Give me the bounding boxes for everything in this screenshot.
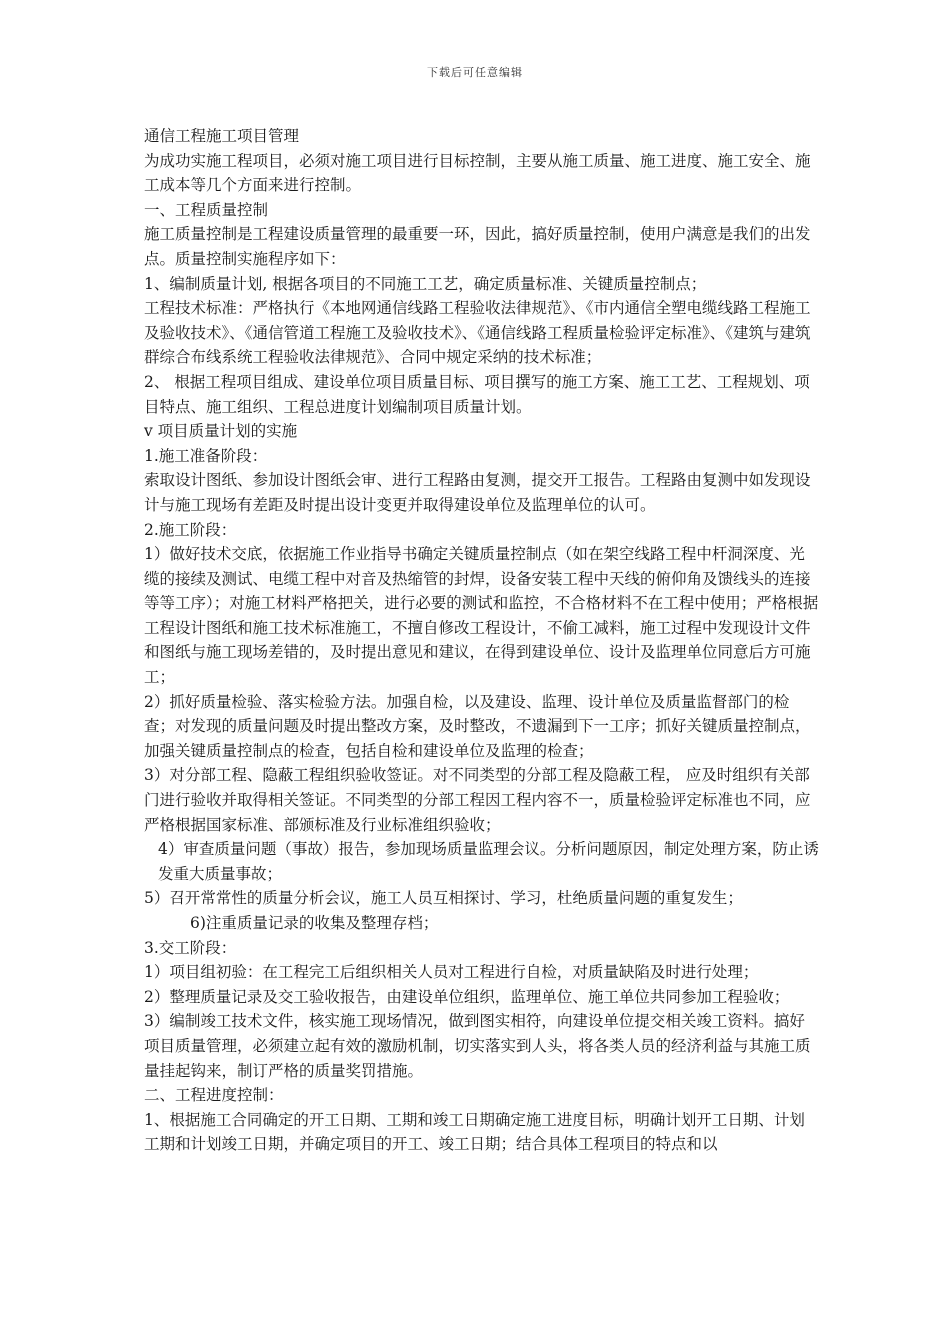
subheading-handover-stage: 3.交工阶段： — [144, 938, 237, 957]
document-title: 通信工程施工项目管理 — [144, 127, 300, 145]
paragraph-construction-4: 4）审查质量问题（事故）报告，参加现场质量监理会议。分析问题原因，制定处理方案，防止诱发重大质量事故； — [158, 840, 819, 883]
paragraph-handover-1: 1）项目组初验：在工程完工后组织相关人员对工程进行自检，对质量缺陷及时进行处理； — [144, 963, 759, 982]
paragraph-construction-1: 1）做好技术交底，依据施工作业指导书确定关键质量控制点（如在架空线路工程中杆洞深度、光缆的接续及测试、电缆工程中对音及热缩管的封焊，设备安装工程中天线的俯仰角及馈线头的连接等等工序）；对施工材料严格把关，进行必要的测试和监控，不合格材料不在工程中使用；严格根据工程设计图纸和施工技术标准施工，不擅自修改工程设计，不偷工减料，施工过程中发现设计文件和图纸与施工现场差错的，及时提出意见和建议，在得到建设单位、设计及监理单位同意后方可施工； — [144, 545, 819, 687]
paragraph-technical-standards: 工程技术标准：严格执行《本地网通信线路工程验收法律规范》、《市内通信全塑电缆线路工程施工及验收技术》、《通信管道工程施工及验收技术》、《通信线路工程质量检验评定标准》、《建筑与建筑群综合布线系统工程验收法律规范》、合同中规定采纳的技术标准； — [144, 299, 811, 367]
subheading-construction-stage: 2.施工阶段： — [144, 520, 237, 539]
paragraph-quality-plan-2: 2、 根据工程项目组成、建设单位项目质量目标、项目撰写的施工方案、施工工艺、工程规划、项目特点、施工组织、工程总进度计划编制项目质量计划。 — [144, 372, 810, 416]
section-heading-schedule: 二、工程进度控制： — [144, 1086, 284, 1105]
paragraph-handover-2: 2）整理质量记录及交工验收报告，由建设单位组织，监理单位、施工单位共同参加工程验收； — [144, 987, 790, 1006]
paragraph-construction-3: 3）对分部工程、隐蔽工程组织验收签证。对不同类型的分部工程及隐蔽工程， 应及时组织有关部门进行验收并取得相关签证。不同类型的分部工程因工程内容不一，质量检验评定标准也不同，应严格根据国家标准、部颁标准及行业标准组织验收； — [144, 766, 811, 834]
paragraph-schedule-1: 1、根据施工合同确定的开工日期、工期和竣工日期确定施工进度目标，明确计划开工日期、计划工期和计划竣工日期，并确定项目的开工、竣工日期；结合具体工程项目的特点和以 — [144, 1110, 805, 1154]
subheading-preparation-stage: 1.施工准备阶段： — [144, 446, 268, 465]
document-body — [144, 124, 820, 1157]
page-header: 下载后可任意编辑 — [427, 66, 523, 79]
paragraph-quality-intro: 施工质量控制是工程建设质量管理的最重要一环，因此，搞好质量控制，使用户满意是我们的出发点。质量控制实施程序如下： — [144, 225, 811, 268]
paragraph-construction-6: 6)注重质量记录的收集及整理存档； — [190, 914, 439, 932]
section-heading-quality: 一、工程质量控制 — [144, 200, 269, 219]
paragraph-intro: 为成功实施工程项目，必须对施工项目进行目标控制，主要从施工质量、施工进度、施工安全、施工成本等几个方面来进行控制。 — [144, 151, 811, 195]
paragraph-handover-3: 3）编制竣工技术文件，核实施工现场情况，做到图实相符，向建设单位提交相关竣工资料。搞好项目质量管理，必须建立起有效的激励机制，切实落实到人头，将各类人员的经济利益与其施工质量挂起钩来，制订严格的质量奖罚措施。 — [144, 1012, 811, 1080]
paragraph-construction-5: 5）召开常常性的质量分析会议，施工人员互相探讨、学习，杜绝质量问题的重复发生； — [144, 889, 743, 908]
paragraph-construction-2: 2）抓好质量检验、落实检验方法。加强自检，以及建设、监理、设计单位及质量监督部门的检查；对发现的质量问题及时提出整改方案，及时整改，不遗漏到下一工序；抓好关键质量控制点，加强关键质量控制点的检查，包括自检和建设单位及监理的检查； — [144, 692, 811, 760]
paragraph-preparation: 索取设计图纸、参加设计图纸会审、进行工程路由复测，提交开工报告。工程路由复测中如发现设计与施工现场有差距及时提出设计变更并取得建设单位及监理单位的认可。 — [144, 471, 811, 514]
paragraph-quality-plan: 1、编制质量计划, 根据各项目的不同施工工艺，确定质量标准、关键质量控制点； — [144, 274, 707, 293]
subheading-plan-implementation: v 项目质量计划的实施 — [144, 422, 298, 441]
